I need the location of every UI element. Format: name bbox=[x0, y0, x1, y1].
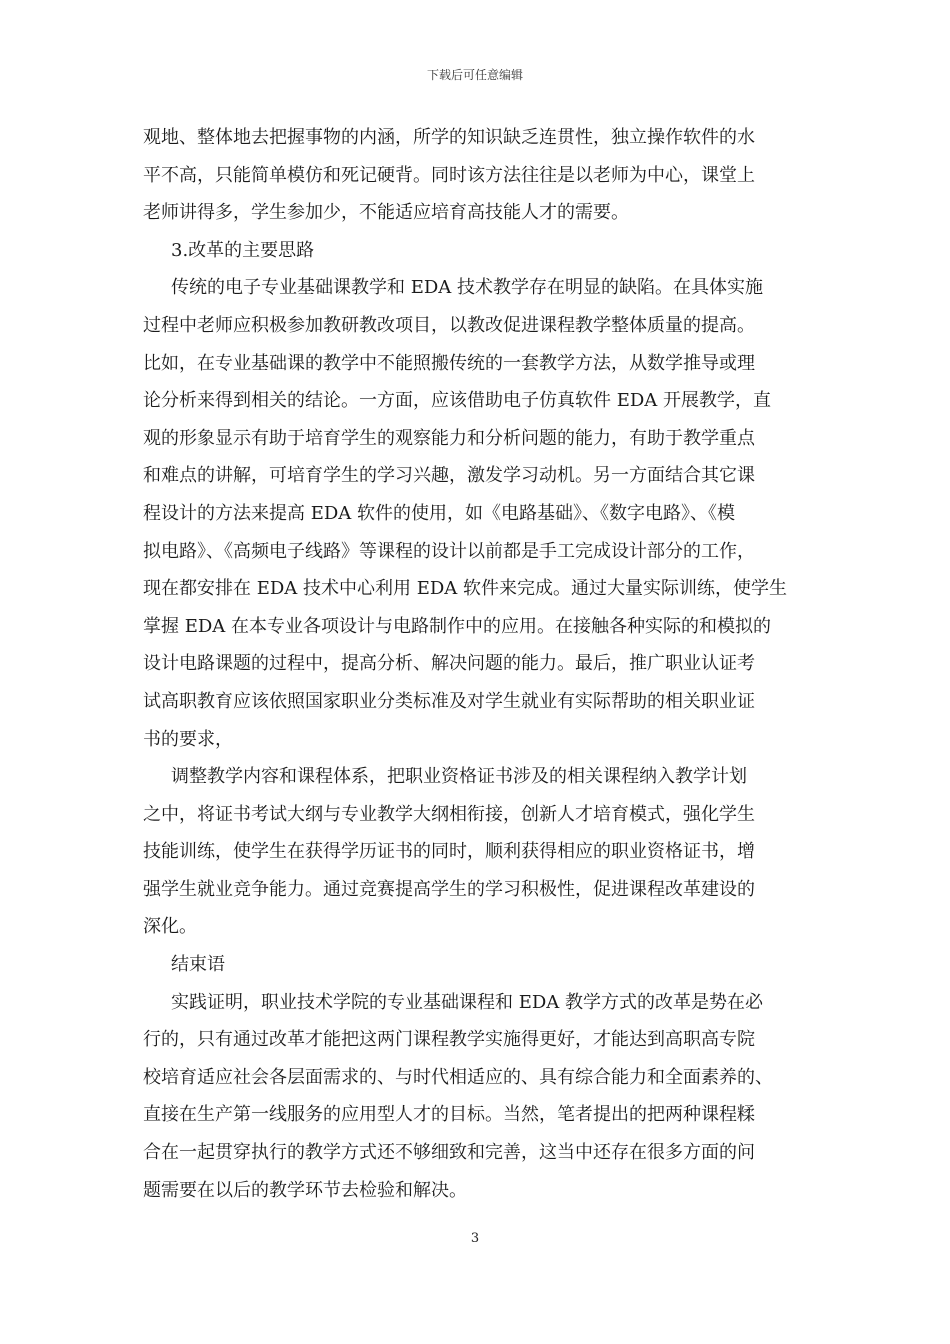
text-line: 过程中老师应积极参加教研教改项目，以教改促进课程教学整体质量的提高。 bbox=[143, 314, 755, 336]
text-line: 平不高，只能简单模仿和死记硬背。同时该方法往往是以老师为中心，课堂上 bbox=[143, 164, 755, 186]
text-line: 强学生就业竞争能力。通过竞赛提高学生的学习积极性，促进课程改革建设的 bbox=[143, 878, 755, 900]
text-line: 题需要在以后的教学环节去检验和解决。 bbox=[143, 1179, 467, 1201]
text-line: 观地、整体地去把握事物的内涵，所学的知识缺乏连贯性，独立操作软件的水 bbox=[143, 127, 755, 148]
document-body bbox=[143, 119, 808, 1209]
text-line: 程设计的方法来提高 EDA 软件的使用，如《电路基础》、《数字电路》、《模 bbox=[143, 502, 736, 524]
text-line: 论分析来得到相关的结论。一方面，应该借助电子仿真软件 EDA 开展教学，直 bbox=[143, 390, 772, 412]
text-line: 传统的电子专业基础课教学和 EDA 技术教学存在明显的缺陷。在具体实施 bbox=[171, 277, 764, 299]
text-line: 直接在生产第一线服务的应用型人才的目标。当然，笔者提出的把两种课程糅 bbox=[143, 1104, 755, 1126]
page-number: 3 bbox=[470, 1231, 480, 1246]
text-line: 老师讲得多，学生参加少，不能适应培育高技能人才的需要。 bbox=[143, 202, 629, 224]
text-line: 行的，只有通过改革才能把这两门课程教学实施得更好，才能达到高职高专院 bbox=[143, 1029, 755, 1051]
text-line: 结束语 bbox=[171, 954, 225, 976]
text-line: 设计电路课题的过程中，提高分析、解决问题的能力。最后，推广职业认证考 bbox=[143, 653, 755, 675]
text-line: 合在一起贯穿执行的教学方式还不够细致和完善，这当中还存在很多方面的问 bbox=[143, 1142, 755, 1164]
text-line: 实践证明，职业技术学院的专业基础课程和 EDA 教学方式的改革是势在必 bbox=[171, 991, 764, 1013]
text-line: 调整教学内容和课程体系，把职业资格证书涉及的相关课程纳入教学计划 bbox=[171, 766, 747, 788]
text-line: 深化。 bbox=[143, 916, 197, 938]
text-line: 比如，在专业基础课的教学中不能照搬传统的一套教学方法，从数学推导或理 bbox=[143, 352, 755, 374]
page-header: 下载后可任意编辑 bbox=[426, 68, 523, 82]
text-line: 掌握 EDA 在本专业各项设计与电路制作中的应用。在接触各种实际的和模拟的 bbox=[143, 615, 772, 637]
text-line: 之中，将证书考试大纲与专业教学大纲相衔接，创新人才培育模式，强化学生 bbox=[143, 803, 755, 825]
text-line: 技能训练，使学生在获得学历证书的同时，顺利获得相应的职业资格证书，增 bbox=[143, 841, 755, 863]
text-line: 现在都安排在 EDA 技术中心利用 EDA 软件来完成。通过大量实际训练，使学生 bbox=[143, 578, 788, 600]
text-line: 和难点的讲解，可培育学生的学习兴趣，激发学习动机。另一方面结合其它课 bbox=[143, 465, 755, 487]
text-line: 书的要求， bbox=[143, 728, 233, 750]
text-line: 3.改革的主要思路 bbox=[171, 239, 315, 261]
text-line: 拟电路》、《高频电子线路》等课程的设计以前都是手工完成设计部分的工作， bbox=[143, 540, 755, 562]
text-line: 校培育适应社会各层面需求的、与时代相适应的、具有综合能力和全面素养的、 bbox=[143, 1066, 773, 1088]
text-line: 观的形象显示有助于培育学生的观察能力和分析问题的能力，有助于教学重点 bbox=[143, 427, 755, 449]
text-line: 试高职教育应该依照国家职业分类标准及对学生就业有实际帮助的相关职业证 bbox=[143, 690, 755, 712]
